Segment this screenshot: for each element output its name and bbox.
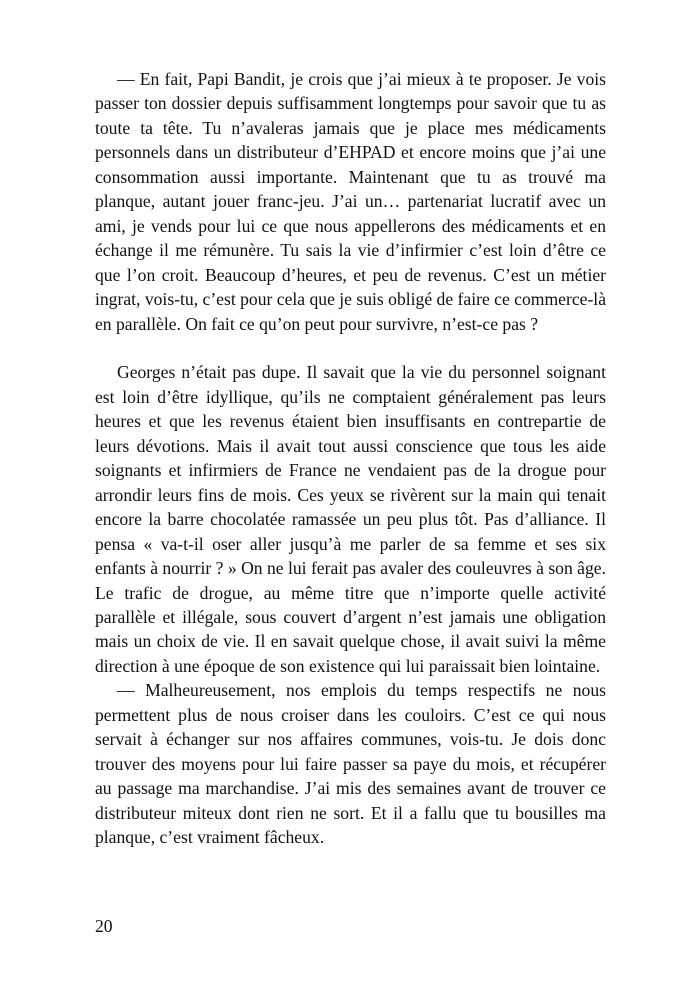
paragraph-dialogue-1: — En fait, Papi Bandit, je crois que j’ai mieux à te proposer. Je vois passer ton dossier depuis suffisamment longtemps pour savoir que tu as toute ta tête. Tu n’avaleras jamais que je place mes médicaments personnels dans un distributeur d’EHPAD et encore moins que j’ai une consommation aussi importante. Maintenant que tu as trouvé ma planque, autant jouer franc-jeu. J’ai un… partenariat lucratif avec un ami, je vends pour lui ce que nous appellerons des médicaments et en échange il me rémunère. Tu sais la vie d’infirmier c’est loin d’être ce que l’on croit. Beaucoup d’heures, et peu de revenus. C’est un métier ingrat, vois-tu, c’est pour cela que je suis obligé de faire ce commerce-là en parallèle. On fait ce qu’on peut pour survivre, n’est-ce pas ?: [95, 69, 606, 334]
paragraph-dialogue-2: — Malheureusement, nos emplois du temps respectifs ne nous permettent plus de nous croiser dans les couloirs. C’est ce qui nous servait à échanger sur nos affaires communes, vois-tu. Je dois donc trouver des moyens pour lui faire passer sa paye du mois, et récupérer au passage ma marchandise. J’ai mis des semaines avant de trouver ce distributeur miteux dont rien ne sort. Et il a fallu que tu bousilles ma planque, c’est vraiment fâcheux.: [95, 680, 606, 848]
page-number: 20: [95, 916, 113, 936]
paragraph-spacer: [95, 336, 606, 360]
paragraph-narration: Georges n’était pas dupe. Il savait que la vie du personnel soignant est loin d’être idyllique, qu’ils ne comptaient généralement pas leurs heures et que les revenus étaient bien insuffisants en contrepartie de leurs dévotions. Mais il avait tout aussi conscience que tous les aide soignants et infirmiers de France ne vendaient pas de la drogue pour arrondir leurs fins de mois. Ces yeux se rivèrent sur la main qui tenait encore la barre chocolatée ramassée un peu plus tôt. Pas d’alliance. Il pensa « va-t-il oser aller jusqu’à me parler de sa femme et ses six enfants à nourrir ? » On ne lui ferait pas avaler des couleuvres à son âge. Le trafic de drogue, au même titre que n’importe quelle activité parallèle et illégale, sous couvert d’argent n’est jamais une obligation mais un choix de vie. Il en savait quelque chose, il avait suivi la même direction à une époque de son existence qui lui paraissait bien lointaine.: [95, 362, 606, 676]
page-body: [95, 67, 606, 849]
